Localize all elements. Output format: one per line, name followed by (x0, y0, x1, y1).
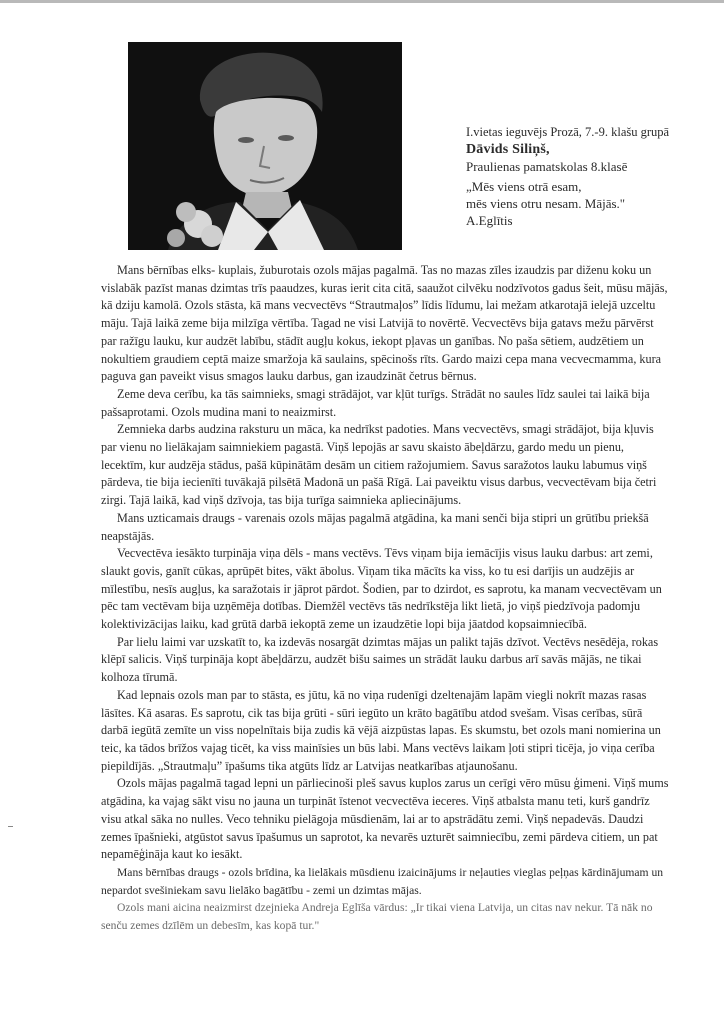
page-top-border (0, 0, 724, 3)
school-line: Praulienas pamatskolas 8.klasē (466, 159, 628, 174)
paragraph-7: Kad lepnais ozols man par to stāsta, es jūtu, kā no viņa rudenīgi dzeltenajām lapām viegli nokrīt mazas rasas lāsītes. Kā asaras. Es saprotu, cik tas bija grūti - sūri iegūto un krāto bagātību atdod svešam. Visas cerības, sūrā darbā iegūtā zemīte un viss nopelnītais bija zudis kā vējā aizpūstas lapas. Es skumstu, bet ozols mani nomierina un teic, ka tādos brīžos vajag ticēt, ka viss mainīsies un būs labi. Mans vectēvs laikam ļoti stipri ticēja, jo viņa cerība piepildījās. „Strautmaļu” īpašums tika atgūts līdz ar Latvijas neatkarības atjaunošanu. (101, 687, 661, 773)
margin-mark (8, 826, 13, 827)
epigraph-line-1: „Mēs viens otrā esam, (466, 179, 582, 194)
paragraph-2: Zeme deva cerību, ka tās saimnieks, smagi strādājot, var kļūt turīgs. Strādāt no saules līdz saulei tai laikā bija pašsaprotami. Ozols mudina mani to neaizmirst. (101, 386, 650, 419)
author-caption (466, 124, 716, 229)
paragraph-1: Mans bērnības elks- kuplais, žuburotais ozols mājas pagalmā. Tas no mazas zīles izaudzis par diženu koku un vislabāk pazīst manas dzimtas trīs paaudzes, kuras ierit cita citā, saaužot cilvēku nodzīvotos gadus šeit, mūsu mājās, kā dziju kamolā. Ozols stāsta, kā mans vecvectēvs “Strautmaļos” līdis līdumu, lai mežam atkarotajā ielejā uzceltu māju. Tajā laikā zeme bija milzīga vērtība. Tagad ne visi Latvijā to novērtē. Vecvectēvs bija gatavs mežu pārvērst par ražīgu lauku, kur audzēt labību, stādīt augļu kokus, iekopt pļavas un ganības. No paša sētiem, audzētiem un nokultiem graudiem ceptā maize smaržoja kā saulains, spēcinošs rīts. Gardo maizi cepa mana vecvecmamma, kura paguva gan paveikt visus smagos lauku darbus, gan izaudzināt četrus bērnus. (101, 263, 668, 384)
author-name: Dāvids Siliņš, (466, 142, 550, 157)
paragraph-6: Par lielu laimi var uzskatīt to, ka izdevās nosargāt dzimtas mājas un palikt tajās dzīvot. Vectēvs nesēdēja, rokas klēpī salicis. Viņš turpināja kopt ābeļdārzu, audzēt bišu saimes un strādāt lauku darbus arī savās mājās, ne tikai kolhoza tīrumā. (101, 634, 659, 685)
paragraph-10: Ozols mani aicina neaizmirst dzejnieka Andreja Eglīša vārdus: „Ir tikai viena Latvija, un citas nav nekur. Tā nāk no senču zemes dzīlēm un debesīm, kas kopā tur." (101, 901, 653, 933)
author-portrait-photo (128, 42, 402, 250)
paragraph-9: Mans bērnības draugs - ozols brīdina, ka lielākais mūsdienu izaicinājums ir neļauties vieglas peļņas kārdinājumam un nepardot svešiniekam savu lielāko bagātību - zemi un dzimtas mājas. (101, 865, 664, 897)
essay-body (101, 262, 669, 935)
epigraph-author: A.Eglītis (466, 213, 513, 228)
paragraph-3: Zemnieka darbs audzina raksturu un māca, ka nedrīkst padoties. Mans vecvectēvs, smagi strādājot, bija kļuvis par vienu no lielākajam saimniekiem pagastā. Viņš lepojās ar savu skaisto ābeļdārzu, gardo medu un pienu, lecektīm, kur audzēja stādus, pašā kūpinātām desām un citiem ražojumiem. Savus saražotos lauku labumus viņš pārdeva, tie bija iecienīti tuvākajā pilsētā Madonā un pašā Rīgā. Lai paveiktu visus darbus, vecvectēvam bija četri zirgi. Tajā laikā, kad viņš dzīvoja, tas bija turīga saimnieka apliecinājums. (101, 422, 657, 508)
paragraph-4: Mans uzticamais draugs - varenais ozols mājas pagalmā atgādina, ka mani senči bija stipri un grūtību priekšā neapstājās. (101, 510, 649, 543)
paragraph-8: Ozols mājas pagalmā tagad lepni un pārliecinoši pleš savus kuplos zarus un cerīgi vēro mūsu ģimeni. Viņš mums atgādina, ka vajag sākt visu no jauna un turpināt īstenot vecvectēva ieceres. Viņš atbalsta manu teti, kurš gandrīz visu atkal sāka no nulles. Veco tehniku pielāgoja mūsdienām, lai ar to apstrādātu zemi. Viņš nepadevās. Daudzi zemes īpašnieki, atgūstot savus īpašumus un saprotot, ka nevarēs uzturēt saimniecību, zemi pārdeva citiem, un pat nepamēģināja kaut ko iesākt. (101, 776, 669, 862)
epigraph-line-2: mēs viens otru nesam. Mājās." (466, 196, 626, 211)
award-line: I.vietas ieguvējs Prozā, 7.-9. klašu grupā (466, 125, 670, 139)
paragraph-5: Vecvectēva iesākto turpināja viņa dēls - mans vectēvs. Tēvs viņam bija iemācījis visus lauku darbus: art zemi, slaukt govis, ganīt cūkas, aprūpēt bites, vākt ābolus. Viņam tika mācīts ka viss, ko tu esi darījis un audzējis ar mīlestību, nesīs augļus, ka saražotais ir jāprot pārdot. Šodien, par to dzirdot, es saprotu, ka manam vecvectēvam un pēc tam vectēvam bija uzņēmēja dotības. Diemžēl vectēvs tās nedrīkstēja likt lietā, jo viņš piedzīvoja padomju kolektivizācijas laiku, kad grūtā darbā iekoptā zeme un izaudzētie lopi bija jāatdod kopsaimniecībā. (101, 546, 662, 632)
